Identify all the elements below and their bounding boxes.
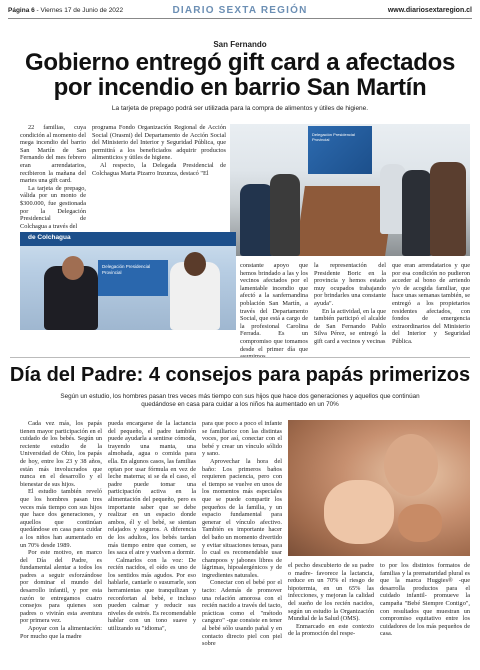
- article2-headline: Día del Padre: 4 consejos para papás primerizos: [9, 364, 471, 386]
- screen-sign-text: Delegación Presidencial Provincial: [312, 132, 355, 142]
- paragraph: el pecho descubierto de su padre o madre- favorece la lactancia, reduce en un 70% el riesgo de hipotermia, en un 65% las infecciones, y mejoran la calidad del sueño de los recién nacidos, según un estudio la Organización Mundial de la Salud (OMS).: [288, 562, 374, 623]
- paragraph: pueda encargarse de la lactancia del pequeño, el padre también puede ayudarla a sentirse cómoda, trayendo una manta, una almohada, agua o comida para ella. En algunos casos, las familias optan por usar fórmula en vez de leche materna; si se da el caso, el padre puede tomar una participación activa en la alimentación del pequeño, pero es importante saber que se debe realizar en un espacio donde ambos, él y el bebé, se sientan relajados y seguros. A diferencia de los adultos, los bebés tardan más tiempo entre que comen, se les saca el aire y vuelven a dormir.: [108, 420, 196, 557]
- banner-text: de Colchagua: [28, 234, 71, 241]
- paragraph: La tarjeta de prepago, válida por un monto de $300.000, fue gestionada por la Delegación Presidencial de Colchagua a través del: [20, 184, 86, 230]
- article1-deck: La tarjeta de prepago podrá ser utilizada para la compra de alimentos y útiles de higiene.: [111, 105, 369, 112]
- paragraph: para que poco a poco el infante se familiarice con las distintas voces, por así, conectar con el bebé y crear un vínculo sólido y sano.: [202, 420, 282, 458]
- article1-kicker: San Fernando: [213, 40, 267, 49]
- paragraph: En la actividad, en la que también participó el alcalde de San Fernando Pablo Silva Pérez, se entregó la gift card a vecinos y vecinas: [314, 307, 386, 345]
- issue-date: - Viernes 17 de Junio de 2022: [34, 7, 124, 14]
- article2-col4: [288, 562, 374, 662]
- paragraph: programa Fondo Organización Regional de Acción Social (Orasmi) del Departamento de Acción Social del Ministerio del Interior y Seguridad Pública, que permitirá a los beneficiados adquirir productos alimenticios y útiles de higiene.: [92, 124, 226, 162]
- paragraph: Cada vez más, los papás tienen mayor participación en el cuidado de los bebés. Según un reciente estudio de la Universidad de Ohio, los papás de hoy, entre los 23 y 38 años, están más involucrados que nunca en el desarrollo y el bienestar de sus hijos.: [20, 420, 102, 488]
- person-head: [62, 256, 84, 280]
- article2-col1: [20, 420, 102, 660]
- page-header: [8, 4, 472, 17]
- website-link[interactable]: www.diariosextaregion.cl: [387, 7, 472, 14]
- person: [240, 184, 274, 256]
- header-rule: [8, 18, 472, 19]
- person: [430, 162, 466, 256]
- paragraph: 22 familias, cuya condición al momento del mega incendio del barrio San Martín de San Fernando del mes febrero eran arrendatarios, recibieron la mañana del martes una gift card.: [20, 124, 86, 185]
- masthead: DIARIO SEXTA REGIÓN: [172, 5, 308, 16]
- article1-col4: [314, 262, 386, 354]
- paragraph: Aprovechar la hora del baño: Los primeros baños requieren paciencia, pero con el tiempo se vuelve en unos de los momentos más especiales que se puede compartir los pequeños de la familia, y un espacio fundamental para generar el vínculo afectivo. También es importante hacer del baño un momento divertido y evitar situaciones tensas, para lo cual es recomendable usar champoos y jabones libres de lágrimas, hipoalergénicos y de ingredientes naturales.: [202, 457, 282, 579]
- article2-deck: Según un estudio, los hombres pasan tres veces más tiempo con sus hijos que hace dos generaciones y aquellos que continúan quedándose en casa para cuidar a los niños ha aumentado en un 70%: [60, 393, 420, 408]
- paragraph: Por este motivo, en marco del Día del Padre, es fundamental alentar a todos los padres a seguir esforzándose por dominar el mundo del desarrollo infantil, y por esta razón te entregamos cuatro consejos para quienes son padres o vivirán esta aventura por primera vez.: [20, 549, 102, 625]
- page-number: Página 6: [8, 7, 35, 14]
- meeting-photo: [230, 124, 470, 256]
- article2-col3: [202, 420, 282, 660]
- article1-headline: Gobierno entregó gift card a afectados por incendio en barrio San Martín: [24, 49, 455, 101]
- article2-col2: [108, 420, 196, 660]
- section-divider: [10, 357, 470, 358]
- delegation-photo: [20, 232, 236, 330]
- page-info: [8, 7, 123, 14]
- paragraph: constante apoyo que hemos brindado a las y los vecinos afectados por el lamentable incendio que afectó a la sanfernandina población San Martín, a través del Departamento Social, que está a cargo de la profesional Carolina Ferrada. Es un compromiso que tomamos desde el primer día que: [240, 262, 308, 353]
- article1-col5: [392, 262, 470, 354]
- article1-col3: [240, 262, 308, 354]
- father-baby-photo: [288, 420, 470, 556]
- article2-col5: [380, 562, 470, 662]
- paragraph: Enmarcado en este contexto de la promoción del respe-: [288, 622, 374, 638]
- paragraph: la representación del Presidente Boric en la provincia y hemos estado muy ocupados trabajando por brindarles una constante ayuda".: [314, 262, 386, 307]
- paragraph: Al respecto, la Delegada Presidencial de Colchagua Marta Pizarro Inzunza, destacó "El: [92, 161, 226, 177]
- delegation-banner: [20, 232, 236, 246]
- article1-col1: [20, 124, 86, 228]
- father-hand: [398, 504, 442, 542]
- paragraph: Conectar con el bebé por el tacto: Además de promover una relación amorosa con el recién nacido a través del tacto, prácticas como el "método canguro" -que consiste en tener al bebé sólo usando pañal y en contacto directo piel con piel sobre: [202, 579, 282, 648]
- delegation-sign: [98, 260, 168, 296]
- father-head: [384, 434, 438, 496]
- screen-sign: [308, 126, 372, 174]
- paragraph: El estudio también reveló que los hombres pasan tres veces más tiempo con sus hijos que hace dos generaciones, y aquellos que continúan quedándose en casa para cuidar a los niños han aumentado en un 70% desde 1989.: [20, 488, 102, 549]
- sign-text: Delegación Presidencial Provincial: [102, 264, 151, 275]
- paragraph: Apoyar con la alimentación: Por mucho que la madre: [20, 625, 102, 640]
- person: [270, 174, 300, 256]
- baby: [324, 480, 394, 544]
- paragraph: Calmarlos con la voz: De recién nacidos, el oído es uno de los sentidos más agudos. Por eso hablarle, cantarle o susurrarle, son herramientas que tranquilizan y reconfortan al bebé, e incluso pueden calmar y reducir sus niveles de estrés. Es recomendable hablar con un tono suave y utilizando su "idioma",: [108, 556, 196, 633]
- paragraph: to por los distintos formatos de familias y la prematuridad plural es que la marca Huggies® -que desarrolla productos para el cuidado infantil- promueve la campaña "Bebé Siempre Contigo", con resultados que muestran un compromiso equitativo entre los cuidadores de los más pequeños de casa.: [380, 562, 470, 638]
- person: [402, 170, 432, 256]
- paragraph: que eran arrendatarios y que por esa condición no pudieron acceder al bono de arriendo y/o de acogida familiar, que hace unas semanas también, se entregó a los propietarios residentes afectados, con fondos de emergencia extraordinarios del Ministerio del Interior y Seguridad Pública.: [392, 262, 470, 345]
- article1-col2: [92, 124, 226, 228]
- person-head: [184, 252, 206, 276]
